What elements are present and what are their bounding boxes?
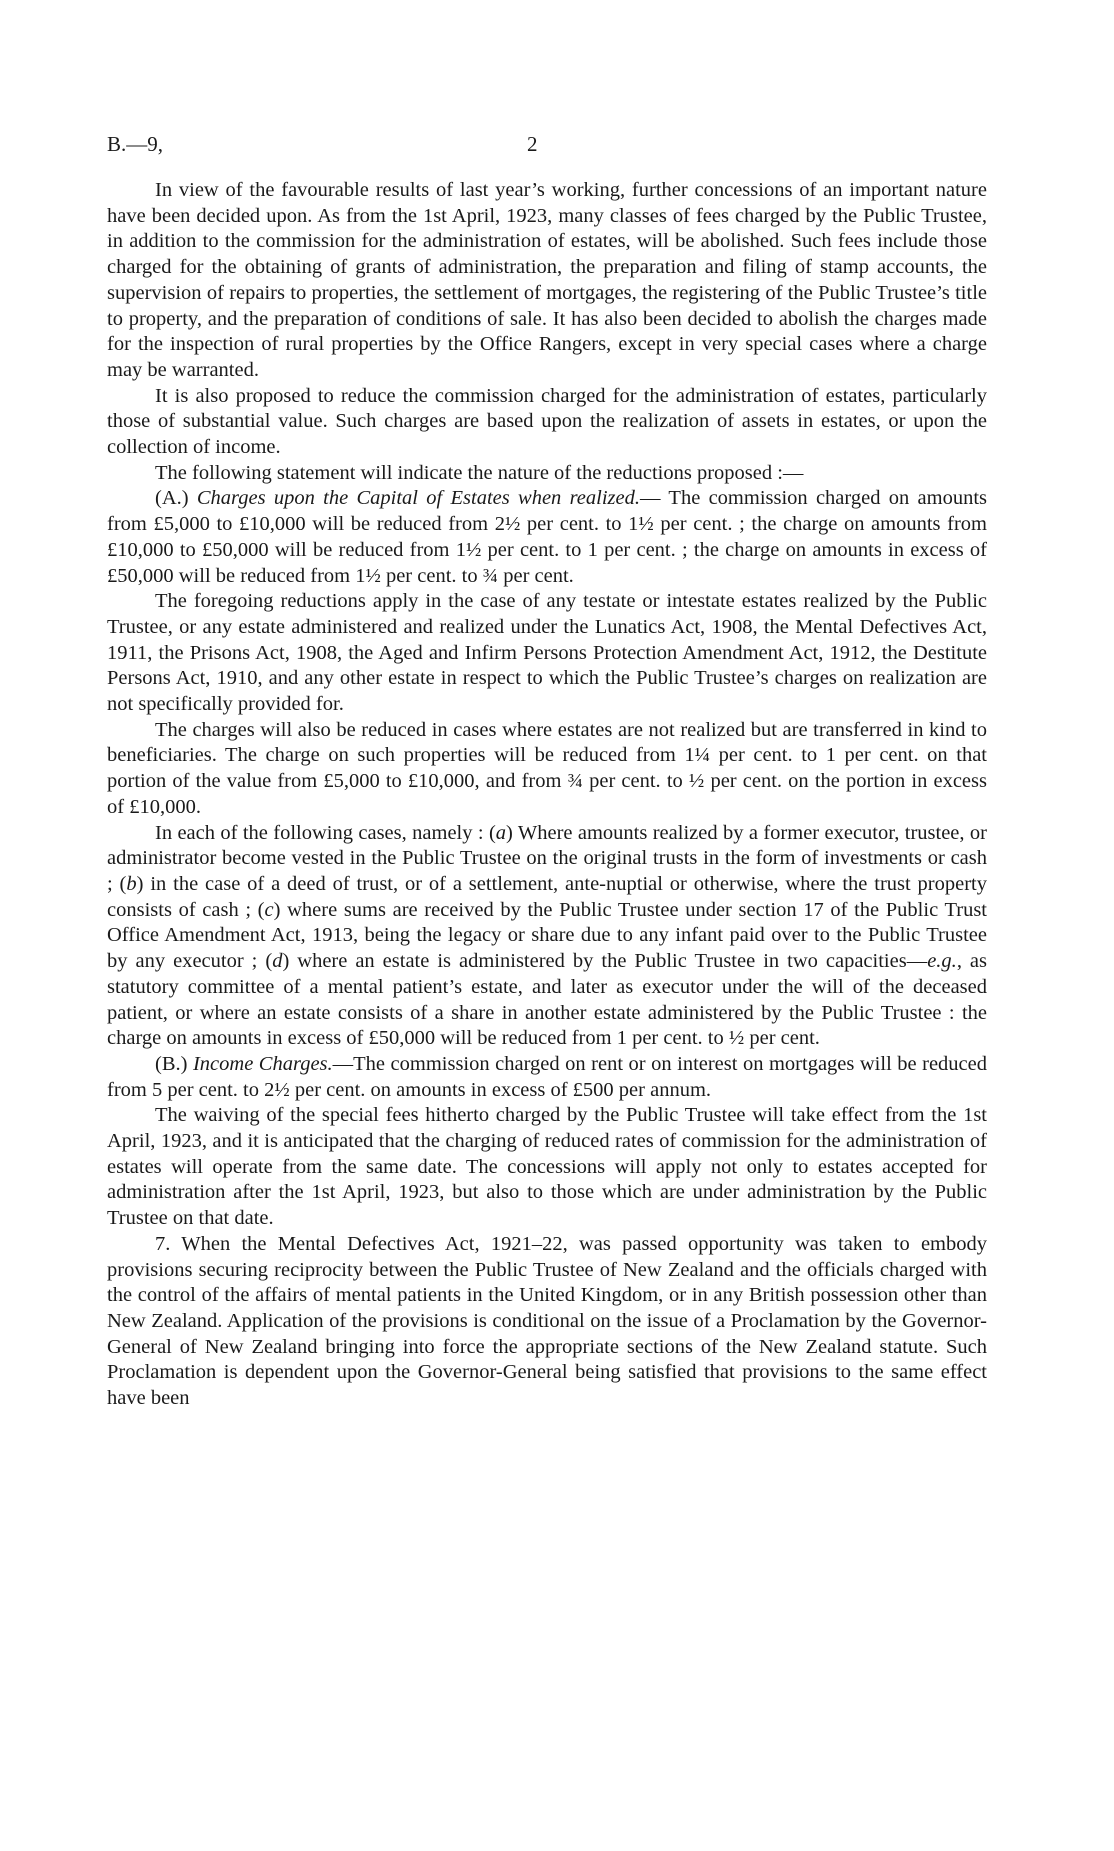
text-run: , as statutory committee of a mental patient’s estate, and later as executor under the will of the deceased patient, or where an estate consists of a share in another estate administered by the Public Trustee : the charge on amounts in excess of £50,000 will be reduced from 1 per cent. to ½ per cent.: [107, 950, 988, 1050]
text-run: The charges will also be reduced in cases where estates are not realized but are transferred in kind to beneficiaries. The charge on such properties will be reduced from 1¼ per cent. to 1 per cent. on that portion of the value from £5,000 to £10,000, and from ¾ per cent. to ½ per cent. on the portion in excess of £10,000.: [107, 718, 987, 818]
document-reference: B.—9,: [107, 132, 164, 156]
text-run: 7. When the Mental Defectives Act, 1921–22, was passed opportunity was taken to embody provisions securing reciprocity between the Public Trustee of New Zealand and the officials charged with the control of the affairs of mental patients in the United Kingdom, or in any British possession other than New Zealand. Application of the provisions is conditional on the issue of a Proclamation by the Governor-General of New Zealand bringing into force the appropriate sections of the New Zealand statute. Such Proclamation is dependent upon the Governor-General being satisfied that provisions to the same effect have been: [107, 1232, 987, 1410]
paragraph: [107, 1052, 987, 1103]
text-run: ) where sums are received by the Public Trustee under section 17 of the Public Trust Office Amendment Act, 1913, being the legacy or share due to any infant paid over to the Public Trustee by any executor ; (: [107, 898, 987, 973]
italic-text: Charges upon the Capital of Estates when realized.: [196, 487, 640, 510]
paragraph: [107, 1103, 987, 1232]
text-run: The foregoing reductions apply in the case of any testate or intestate estates realized by the Public Trustee, or any estate administered and realized under the Lunatics Act, 1908, the Mental Defectives Act, 1911, the Prisons Act, 1908, the Aged and Infirm Persons Protection Amendment Act, 1912, the Destitute Persons Act, 1910, and any other estate in respect to which the Public Trustee’s charges on realization are not specifically provided for.: [107, 590, 987, 716]
paragraph: [107, 1232, 987, 1412]
text-run: —The commission charged on rent or on interest on mortgages will be reduced from 5 per cent. to 2½ per cent. on amounts in excess of £500 per annum.: [107, 1052, 988, 1101]
page-number: 2: [527, 132, 538, 156]
text-run: The following statement will indicate the nature of the reductions proposed :—: [155, 461, 804, 484]
text-run: ) where an estate is administered by the Public Trustee in two capacities—: [282, 950, 928, 973]
italic-text: Income Charges.: [192, 1052, 333, 1075]
page-header: [107, 132, 987, 162]
text-run: (B.): [155, 1052, 193, 1075]
paragraph: [107, 384, 987, 461]
text-run: ) Where amounts realized by a former executor, trustee, or administrator become vested in the Public Trustee on the original trusts in the form of investments or cash ; (: [107, 821, 987, 895]
italic-text: e.g.: [927, 950, 957, 973]
text-run: The waiving of the special fees hitherto charged by the Public Trustee will take effect from the 1st April, 1923, and it is anticipated that the charging of reduced rates of commission for the administration of estates will operate from the same date. The concessions will apply not only to estates accepted for administration after the 1st April, 1923, but also to those which are under administration by the Public Trustee on that date.: [107, 1104, 987, 1230]
document-body: [107, 178, 987, 1412]
paragraph: [107, 821, 987, 1052]
italic-text: a: [495, 821, 507, 844]
text-run: In view of the favourable results of last year’s working, further concessions of an important nature have been decided upon. As from the 1st April, 1923, many classes of fees charged by the Public Trustee, in addition to the commission for the administration of estates, will be abolished. Such fees include those charged for the obtaining of grants of administration, the preparation and filing of stamp accounts, the supervision of repairs to properties, the settlement of mortgages, the registering of the Public Trustee’s title to property, and the preparation of conditions of sale. It has also been decided to abolish the charges made for the inspection of rural properties by the Office Rangers, except in very special cases where a charge may be warranted.: [107, 179, 987, 381]
text-run: It is also proposed to reduce the commission charged for the administration of estates, particularly those of substantial value. Such charges are based upon the realization of assets in estates, or upon the collection of income.: [107, 384, 987, 459]
text-run: In each of the following cases, namely : (: [155, 821, 496, 844]
italic-text: c: [264, 898, 274, 921]
text-run: — The commission charged on amounts from £5,000 to £10,000 will be reduced from 2½ per cent. to 1½ per cent. ; the charge on amounts from £10,000 to £50,000 will be reduced from 1½ per cent. to 1 per cent. ; the charge on amounts in excess of £50,000 will be reduced from 1½ per cent. to ¾ per cent.: [107, 487, 987, 587]
text-run: (A.): [155, 487, 197, 510]
italic-text: b: [126, 872, 137, 895]
italic-text: d: [272, 950, 283, 973]
paragraph: [107, 178, 987, 384]
paragraph: [107, 486, 987, 589]
paragraph: [107, 589, 987, 718]
text-run: ) in the case of a deed of trust, or of a settlement, ante-nuptial or otherwise, where the trust property consists of cash ; (: [107, 872, 988, 921]
paragraph: [107, 461, 987, 487]
paragraph: [107, 718, 987, 821]
